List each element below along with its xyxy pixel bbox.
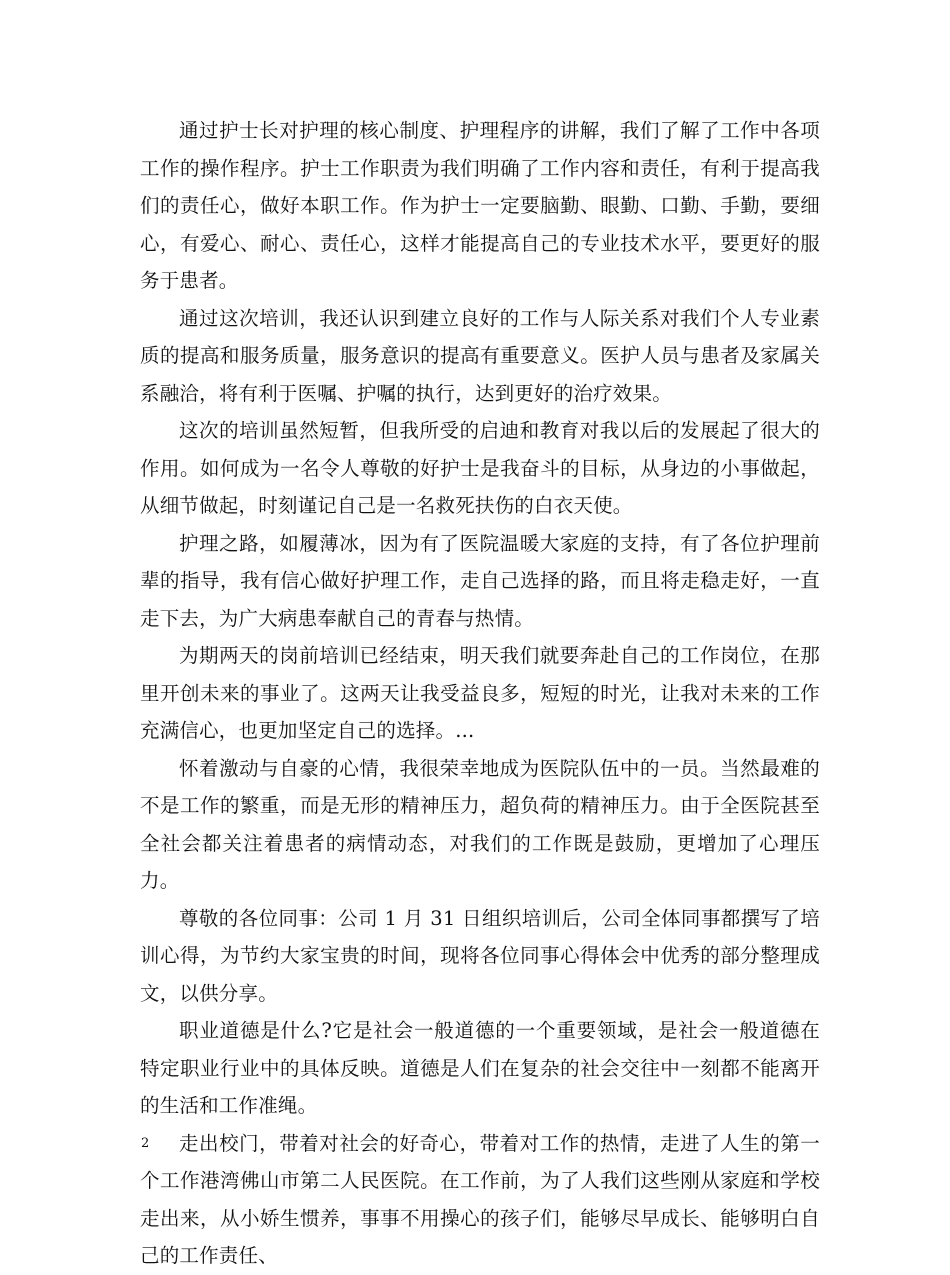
paragraph: 通过护士长对护理的核心制度、护理程序的讲解，我们了解了工作中各项工作的操作程序。护士工作职责为我们明确了工作内容和责任，有利于提高我们的责任心，做好本职工作。作为护士一定要脑勤、眼勤、口勤、手勤，要细心，有爱心、耐心、责任心，这样才能提高自己的专业技术水平，要更好的服务于患者。 [140,119,820,292]
paragraph: 这次的培训虽然短暂，但我所受的启迪和教育对我以后的发展起了很大的作用。如何成为一名令人尊敬的好护士是我奋斗的目标，从身边的小事做起，从细节做起，时刻谨记自己是一名救死扶伤的白衣天使。 [140,419,820,517]
paragraph: 尊敬的各位同事：公司 1 月 31 日组织培训后，公司全体同事都撰写了培训心得，为节约大家宝贵的时间，现将各位同事心得体会中优秀的部分整理成文，以供分享。 [140,906,820,1005]
paragraph: 护理之路，如履薄冰，因为有了医院温暖大家庭的支持，有了各位护理前辈的指导，我有信心做好护理工作，走自己选择的路，而且将走稳走好，一直走下去，为广大病患奉献自己的青春与热情。 [140,531,820,630]
paragraph: 怀着激动与自豪的心情，我很荣幸地成为医院队伍中的一员。当然最难的不是工作的繁重，而是无形的精神压力，超负荷的精神压力。由于全医院甚至全社会都关注着患者的病情动态，对我们的工作既是鼓励，更增加了心理压力。 [140,756,820,892]
paragraph: 为期两天的岗前培训已经结束，明天我们就要奔赴自己的工作岗位，在那里开创未来的事业了。这两天让我受益良多，短短的时光，让我对未来的工作充满信心，也更加坚定自己的选择。... [140,644,820,742]
page-number: 2 [141,1136,150,1151]
paragraph: 通过这次培训，我还认识到建立良好的工作与人际关系对我们个人专业素质的提高和服务质量，服务意识的提高有重要意义。医护人员与患者及家属关系融洽，将有利于医嘱、护嘱的执行，达到更好的治疗效果。 [140,306,820,405]
paragraph: 走出校门，带着对社会的好奇心，带着对工作的热情，走进了人生的第一个工作港湾佛山市第二人民医院。在工作前，为了人我们这些刚从家庭和学校走出来，从小娇生惯养，事事不用操心的孩子们，能够尽早成长、能够明白自己的工作责任、 [140,1131,820,1267]
paragraph: 职业道德是什么?它是社会一般道德的一个重要领域，是社会一般道德在特定职业行业中的具体反映。道德是人们在复杂的社会交往中一刻都不能离开的生活和工作准绳。 [140,1019,820,1117]
body-text [140,112,820,1275]
